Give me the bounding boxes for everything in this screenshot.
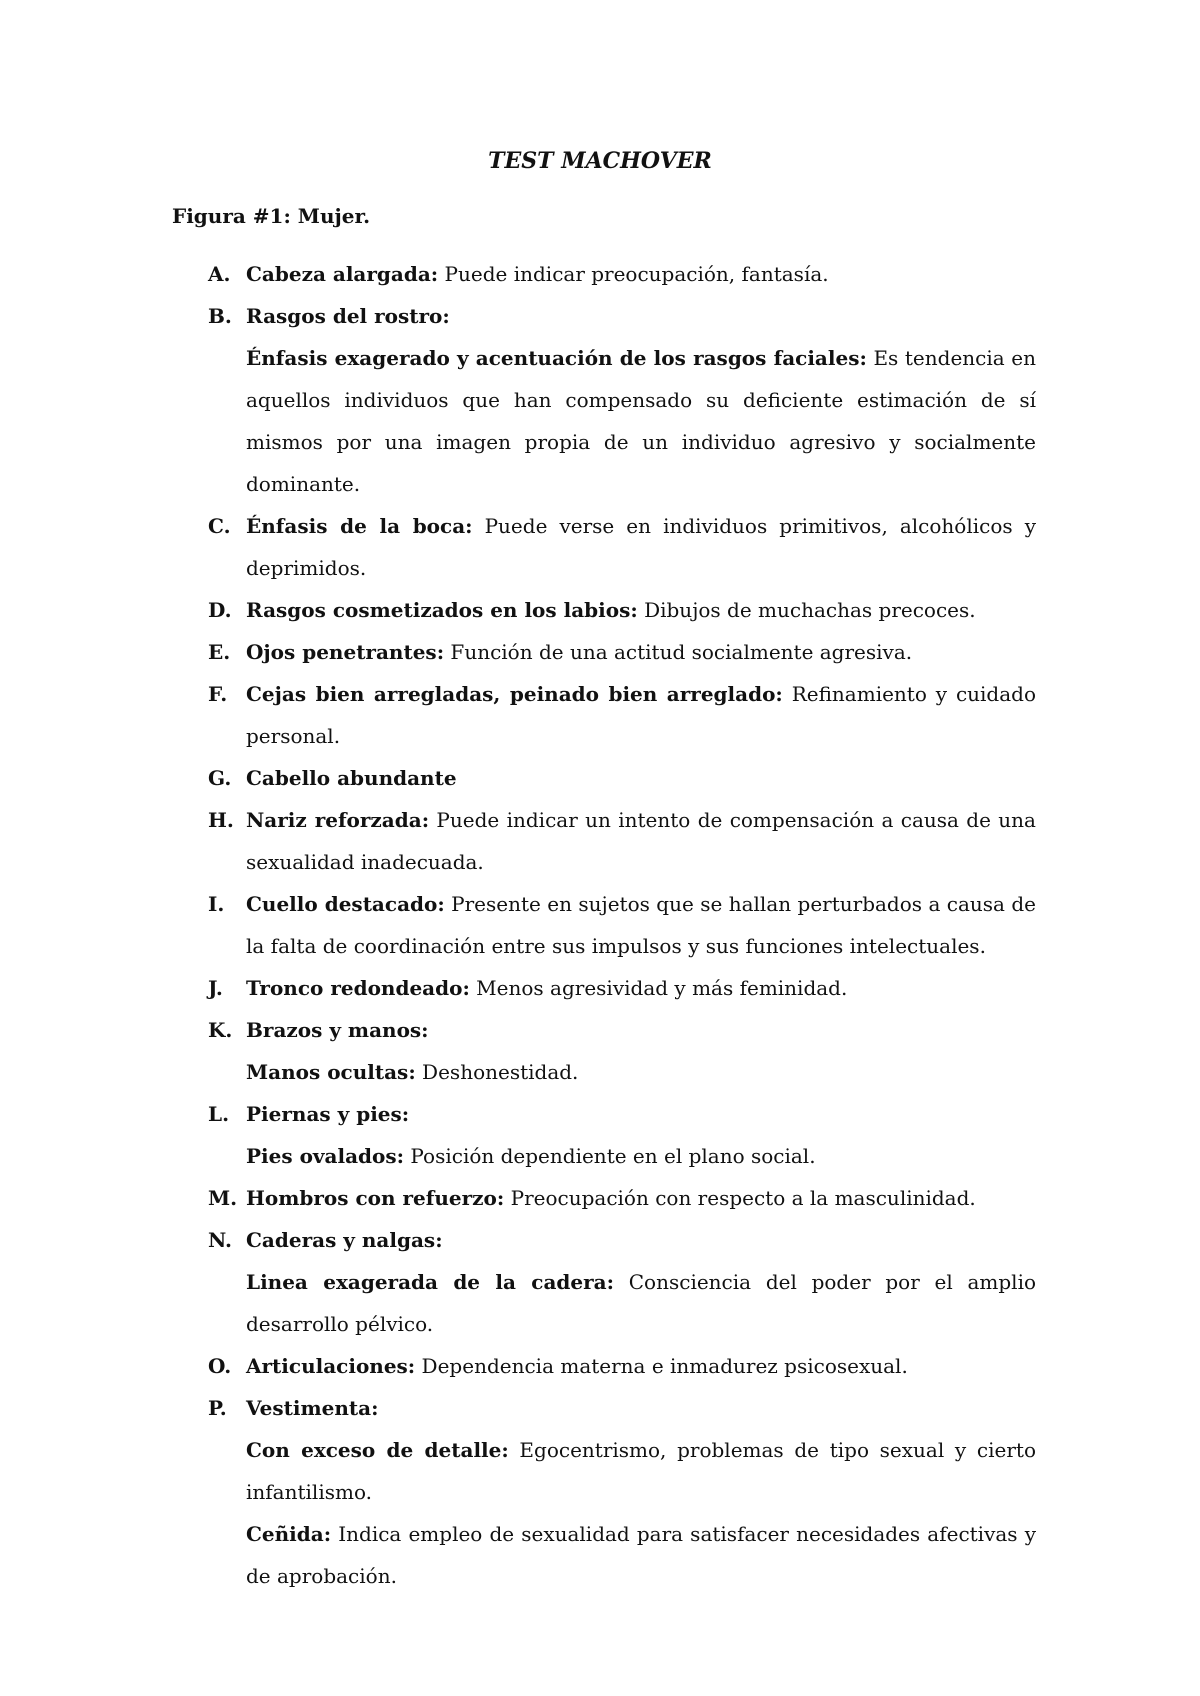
sub-item-term: Pies ovalados:	[246, 1144, 405, 1168]
item-description: Puede indicar preocupación, fantasía.	[438, 262, 829, 286]
item-letter: J.	[208, 976, 223, 1000]
item-text	[246, 631, 1036, 673]
item-letter: G.	[208, 766, 232, 790]
list-item	[208, 631, 1036, 673]
item-text	[246, 799, 1036, 883]
item-term: Hombros con refuerzo:	[246, 1186, 505, 1210]
list-item	[208, 1345, 1036, 1387]
sub-item-description: Egocentrismo, problemas de tipo sexual y cierto infantilismo.	[246, 1438, 1036, 1504]
item-description: Refinamiento y cuidado personal.	[246, 682, 1036, 748]
sub-item-description: Es tendencia en aquellos individuos que han compensado su deficiente estimación de sí mismos por una imagen propia de un individuo agresivo y socialmente dominante.	[246, 346, 1036, 496]
list-item	[208, 673, 1036, 757]
item-text	[246, 673, 1036, 757]
list-item	[208, 1177, 1036, 1219]
item-term: Énfasis de la boca:	[246, 514, 473, 538]
item-term: Cuello destacado:	[246, 892, 445, 916]
sub-item-term: Linea exagerada de la cadera:	[246, 1270, 615, 1294]
item-description: Puede verse en individuos primitivos, alcohólicos y deprimidos.	[246, 514, 1036, 580]
item-text	[246, 253, 1036, 295]
list-item	[208, 799, 1036, 883]
item-term: Rasgos cosmetizados en los labios:	[246, 598, 638, 622]
list-item	[208, 1009, 1036, 1093]
sub-item-text	[246, 1261, 1036, 1345]
item-term: Ojos penetrantes:	[246, 640, 445, 664]
item-letter: K.	[208, 1018, 233, 1042]
sub-item-term: Ceñida:	[246, 1522, 332, 1546]
list-item	[208, 883, 1036, 967]
item-letter: P.	[208, 1396, 227, 1420]
figure-heading: Figura #1: Mujer.	[172, 204, 371, 228]
item-letter: B.	[208, 304, 232, 328]
sub-item-text	[246, 1429, 1036, 1513]
sub-item-description: Posición dependiente en el plano social.	[404, 1144, 816, 1168]
item-description: Dibujos de muchachas precoces.	[637, 598, 976, 622]
sub-item-text	[246, 1513, 1036, 1597]
item-text	[246, 589, 1036, 631]
item-letter: I.	[208, 892, 225, 916]
item-term: Piernas y pies:	[246, 1102, 410, 1126]
list-item	[208, 967, 1036, 1009]
list-item	[208, 589, 1036, 631]
item-text	[246, 1093, 1036, 1135]
item-text	[246, 967, 1036, 1009]
item-description: Presente en sujetos que se hallan perturbados a causa de la falta de coordinación entre sus impulsos y sus funciones intelectuales.	[246, 892, 1037, 958]
item-term: Nariz reforzada:	[246, 808, 430, 832]
item-term: Rasgos del rostro:	[246, 304, 450, 328]
sub-item-text	[246, 1135, 1036, 1177]
item-text	[246, 1177, 1036, 1219]
item-text	[246, 1345, 1036, 1387]
item-term: Cejas bien arregladas, peinado bien arreglado:	[246, 682, 783, 706]
item-term: Vestimenta:	[246, 1396, 379, 1420]
trait-list	[208, 253, 1036, 1597]
item-letter: L.	[208, 1102, 230, 1126]
sub-item-term: Con exceso de detalle:	[246, 1438, 509, 1462]
sub-item-text	[246, 337, 1036, 505]
document-title: TEST MACHOVER	[488, 148, 712, 174]
list-item	[208, 295, 1036, 505]
item-text	[246, 1387, 1036, 1429]
item-text	[246, 883, 1036, 967]
list-item	[208, 1093, 1036, 1177]
item-term: Cabeza alargada:	[246, 262, 439, 286]
item-text	[246, 295, 1036, 337]
sub-item-text	[246, 1051, 1036, 1093]
sub-item-description: Consciencia del poder por el amplio desarrollo pélvico.	[246, 1270, 1037, 1336]
item-letter: N.	[208, 1228, 232, 1252]
list-item	[208, 253, 1036, 295]
item-letter: C.	[208, 514, 231, 538]
item-text	[246, 505, 1036, 589]
item-term: Articulaciones:	[246, 1354, 416, 1378]
item-term: Tronco redondeado:	[246, 976, 470, 1000]
list-item	[208, 1387, 1036, 1597]
item-letter: E.	[208, 640, 231, 664]
item-letter: D.	[208, 598, 232, 622]
item-text	[246, 1009, 1036, 1051]
list-item	[208, 1219, 1036, 1345]
sub-item-description: Deshonestidad.	[415, 1060, 579, 1084]
item-letter: A.	[208, 262, 231, 286]
item-letter: H.	[208, 808, 234, 832]
item-letter: O.	[208, 1354, 232, 1378]
item-letter: F.	[208, 682, 228, 706]
item-term: Cabello abundante	[246, 766, 457, 790]
sub-item-description: Indica empleo de sexualidad para satisfacer necesidades afectivas y de aprobación.	[246, 1522, 1036, 1588]
sub-item-term: Énfasis exagerado y acentuación de los rasgos faciales:	[246, 346, 867, 370]
item-term: Caderas y nalgas:	[246, 1228, 443, 1252]
item-description: Dependencia materna e inmadurez psicosexual.	[415, 1354, 908, 1378]
item-description: Menos agresividad y más feminidad.	[469, 976, 848, 1000]
item-text	[246, 1219, 1036, 1261]
item-term: Brazos y manos:	[246, 1018, 429, 1042]
item-letter: M.	[208, 1186, 238, 1210]
item-text	[246, 757, 1036, 799]
list-item	[208, 505, 1036, 589]
sub-item-term: Manos ocultas:	[246, 1060, 416, 1084]
item-description: Preocupación con respecto a la masculinidad.	[504, 1186, 976, 1210]
item-description: Puede indicar un intento de compensación a causa de una sexualidad inadecuada.	[246, 808, 1036, 874]
list-item	[208, 757, 1036, 799]
item-description: Función de una actitud socialmente agresiva.	[444, 640, 913, 664]
